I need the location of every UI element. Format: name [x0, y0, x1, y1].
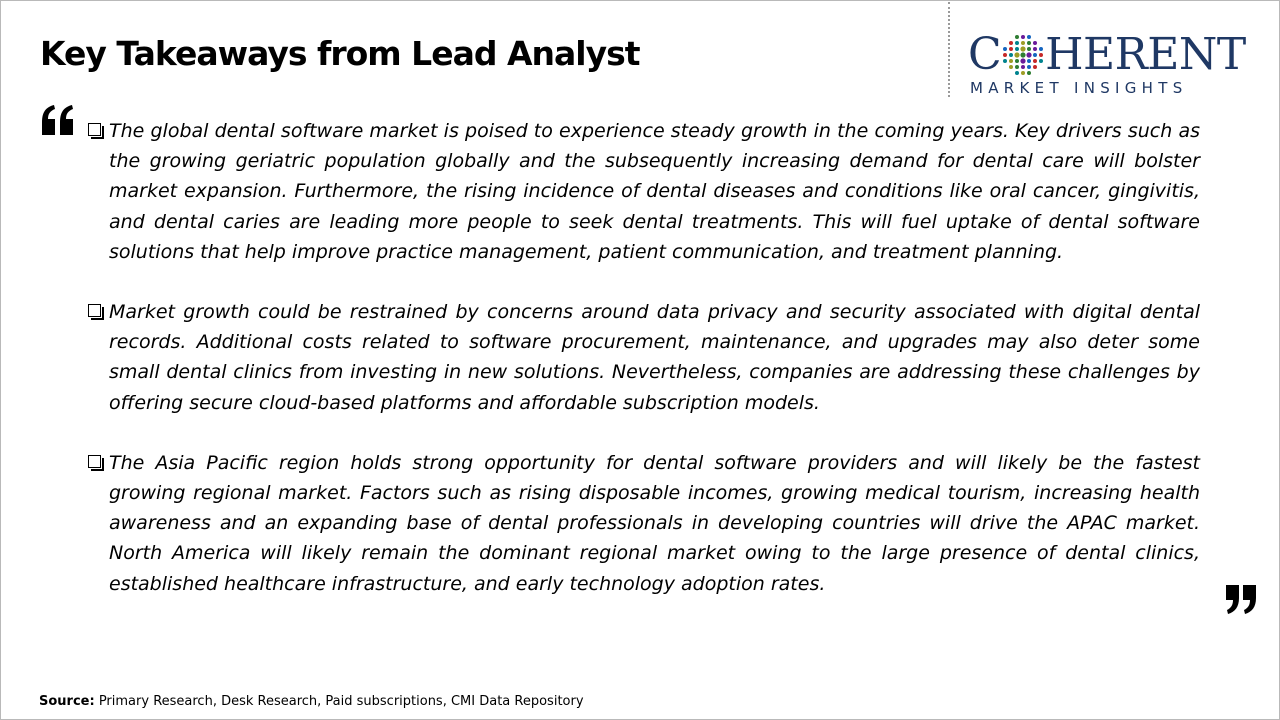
- source-label: Source:: [39, 694, 95, 709]
- checkbox-bullet-icon: [88, 455, 101, 468]
- logo-letter-c: C: [968, 29, 1002, 80]
- takeaway-text: The Asia Pacific region holds strong opportunity for dental software providers and will likely be the fastest growing regional market. Factors such as rising disposable incomes, growing medical tourism, increasing health awareness and an expanding base of dental professionals in developing countries will drive the APAC market. North America will likely remain the dominant regional market owing to the large presence of dental clinics, established healthcare infrastructure, and early technology adoption rates.: [109, 451, 1200, 595]
- dotted-globe-icon: [1002, 34, 1044, 76]
- takeaway-text: Market growth could be restrained by concerns around data privacy and security associated with digital dental records. Additional costs related to software procurement, maintenance, and upgrades may also deter some small dental clinics from investing in new solutions. Nevertheless, companies are addressing these challenges by offering secure cloud-based platforms and affordable subscription models.: [109, 301, 1200, 414]
- open-quote-icon: [40, 104, 76, 136]
- page-title: Key Takeaways from Lead Analyst: [40, 34, 640, 73]
- list-item: [86, 297, 1200, 418]
- company-logo: [968, 29, 1264, 98]
- logo-letters-rest: HERENT: [1045, 29, 1246, 80]
- logo-tagline: MARKET INSIGHTS: [970, 79, 1188, 97]
- list-item: [86, 116, 1200, 267]
- header-divider: [948, 2, 950, 97]
- checkbox-bullet-icon: [88, 304, 101, 317]
- close-quote-icon: [1225, 585, 1258, 615]
- list-item: [86, 448, 1200, 599]
- checkbox-bullet-icon: [88, 123, 101, 136]
- takeaways-list: [86, 116, 1200, 629]
- source-text: Primary Research, Desk Research, Paid subscriptions, CMI Data Repository: [94, 694, 584, 709]
- source-footnote: [39, 694, 584, 709]
- takeaway-text: The global dental software market is poised to experience steady growth in the coming years. Key drivers such as the growing geriatric population globally and the subsequently increasing demand for dental care will bolster market expansion. Furthermore, the rising incidence of dental diseases and conditions like oral cancer, gingivitis, and dental caries are leading more people to seek dental treatments. This will fuel uptake of dental software solutions that help improve practice management, patient communication, and treatment planning.: [109, 120, 1200, 263]
- logo-wordmark: [968, 29, 1246, 80]
